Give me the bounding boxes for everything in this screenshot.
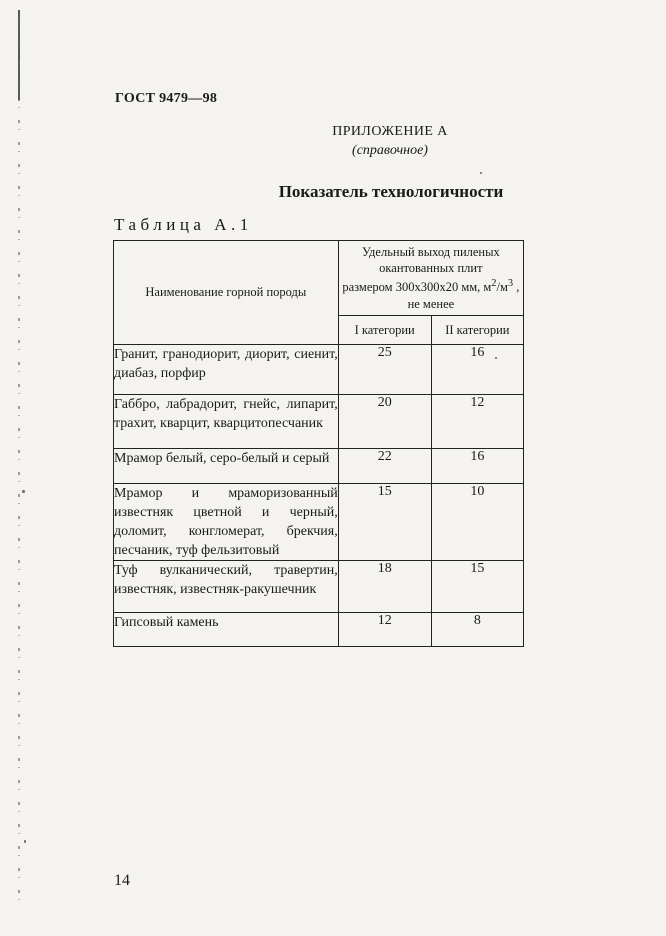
- header-yield-sup: 3: [507, 278, 514, 290]
- table-header-row: [114, 241, 524, 316]
- row-rock-name: Мрамор и мраморизованный известняк цветной и черный, доломит, конгломерат, брекчия, песчаник, туф фельзитовый: [114, 484, 339, 561]
- table-row: [114, 613, 524, 647]
- appendix-title: ПРИЛОЖЕНИЕ А: [332, 124, 448, 139]
- header-category-1: I категории: [338, 316, 431, 345]
- row-cat1-value: 15: [338, 484, 431, 561]
- header-specific-yield: [338, 241, 523, 316]
- table-row: [114, 395, 524, 449]
- page-number: 14: [114, 872, 130, 889]
- row-cat1-value: 22: [338, 449, 431, 484]
- scan-speck: [495, 357, 497, 359]
- document-title: Показатель технологичности: [278, 182, 504, 201]
- table-label: Таблица А.1: [114, 215, 253, 234]
- row-cat2-value: 16: [431, 449, 523, 484]
- header-category-2: II категории: [431, 316, 523, 345]
- header-yield-line: [339, 276, 523, 295]
- row-rock-name: Гранит, гранодиорит, диорит, сиенит, диабаз, порфир: [114, 345, 339, 395]
- row-cat2-value: 16: [431, 345, 523, 395]
- header-yield-text: ,: [513, 280, 520, 295]
- row-cat2-value: 10: [431, 484, 523, 561]
- table-row: [114, 484, 524, 561]
- row-cat1-value: 12: [338, 613, 431, 647]
- row-cat1-value: 25: [338, 345, 431, 395]
- header-yield-sup: 2: [491, 278, 497, 290]
- row-cat2-value: 8: [431, 613, 523, 647]
- appendix-subtitle: (справочное): [352, 143, 428, 158]
- row-rock-name: Туф вулканический, травертин, известняк, известняк-ракушечник: [114, 561, 339, 613]
- standard-code: ГОСТ 9479—98: [115, 91, 218, 106]
- header-yield-text: /м: [496, 280, 508, 295]
- header-yield-text: размером 300х300х20 мм, м: [342, 280, 492, 295]
- row-rock-name: Габбро, лабрадорит, гнейс, липарит, трахит, кварцит, кварцитопесчаник: [114, 395, 339, 449]
- header-yield-line: Удельный выход пиленых: [361, 245, 500, 260]
- row-cat2-value: 15: [431, 561, 523, 613]
- table-row: [114, 561, 524, 613]
- scan-speck: [24, 840, 26, 843]
- table-row: [114, 449, 524, 484]
- row-cat1-value: 20: [338, 395, 431, 449]
- rock-yield-table: [113, 240, 524, 647]
- scan-speck: [480, 172, 482, 174]
- header-yield-line: не менее: [407, 296, 455, 311]
- table-row: [114, 345, 524, 395]
- scan-speck: [22, 490, 25, 493]
- header-yield-line: окантованных плит: [379, 261, 483, 276]
- row-rock-name: Гипсовый камень: [114, 613, 339, 647]
- row-cat2-value: 12: [431, 395, 523, 449]
- header-rock-name: Наименование горной породы: [114, 241, 339, 345]
- row-rock-name: Мрамор белый, серо-белый и серый: [114, 449, 339, 484]
- row-cat1-value: 18: [338, 561, 431, 613]
